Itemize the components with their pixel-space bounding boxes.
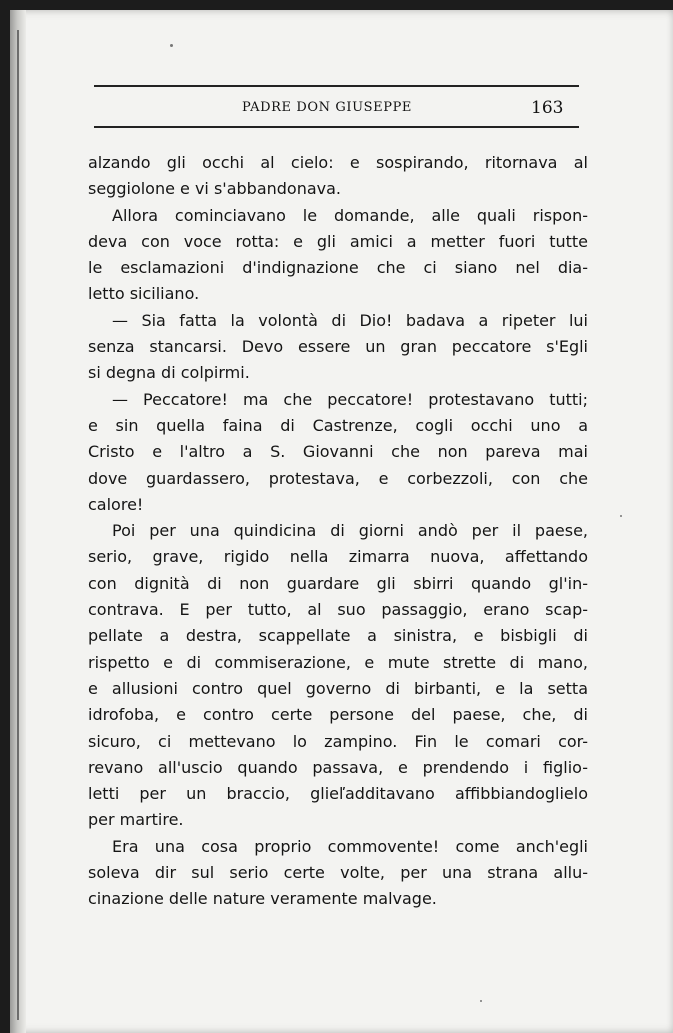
- text-line: alzando gli occhi al cielo: e sospirando, ritornava al: [88, 153, 588, 172]
- text-line: letti per un braccio, glieľadditavano affibbiandoglielo: [88, 784, 588, 804]
- text-line: si degna di colpirmi.: [88, 363, 250, 383]
- paragraph: [88, 150, 588, 203]
- paragraph: [88, 308, 588, 387]
- text-line: e allusioni contro quel governo di birbanti, e la setta: [88, 678, 588, 698]
- header-rule-bottom: [94, 126, 579, 128]
- book-page: [10, 10, 673, 1033]
- text-line: calore!: [88, 494, 144, 514]
- running-title: PADRE DON GIUSEPPE: [242, 100, 413, 115]
- header-rule-top: [94, 85, 579, 87]
- paper-speck: [170, 44, 173, 47]
- paper-speck: [620, 515, 622, 517]
- text-line: revano all'uscio quando passava, e prendendo i figlio-: [88, 757, 588, 777]
- text-line: rispetto e di commiserazione, e mute strette di mano,: [88, 652, 588, 672]
- page-number: 163: [531, 98, 564, 118]
- text-line: — Sia fatta la volontà di Dio! badava a ripeter lui: [112, 310, 588, 330]
- text-line: pellate a destra, scappellate a sinistra, e bisbigli di: [88, 626, 588, 646]
- text-line: dove guardassero, protestava, e corbezzoli, con che: [88, 468, 588, 488]
- text-line: soleva dir sul serio certe volte, per una strana allu-: [88, 863, 588, 883]
- body-text: [88, 150, 588, 913]
- text-line: per martire.: [88, 810, 184, 830]
- text-line: contrava. E per tutto, al suo passaggio, erano scap-: [88, 600, 588, 620]
- text-line: Allora cominciavano le domande, alle quali rispon-: [112, 205, 588, 225]
- text-line: e sin quella faina di Castrenze, cogli occhi uno a: [88, 415, 588, 435]
- text-line: deva con voce rotta: e gli amici a metter fuori tutte: [88, 231, 588, 251]
- paragraph: [88, 518, 588, 834]
- paragraph: [88, 203, 588, 308]
- text-line: letto siciliano.: [88, 284, 200, 304]
- text-line: idrofoba, e contro certe persone del paese, che, di: [88, 705, 588, 725]
- paragraph: [88, 387, 588, 518]
- binding-line: [17, 30, 19, 1020]
- text-line: le esclamazioni d'indignazione che ci siano nel dia-: [88, 258, 588, 278]
- paragraph: [88, 834, 588, 913]
- text-line: serio, grave, rigido nella zimarra nuova, affettando: [88, 547, 588, 567]
- text-line: — Peccatore! ma che peccatore! protestavano tutti;: [112, 389, 588, 409]
- paper-speck: [480, 1000, 482, 1002]
- text-line: Poi per una quindicina di giorni andò per il paese,: [112, 521, 588, 541]
- text-line: Cristo e l'altro a S. Giovanni che non pareva mai: [88, 442, 588, 462]
- text-line: seggiolone e vi s'abbandonava.: [88, 179, 342, 199]
- text-line: sicuro, ci mettevano lo zampino. Fin le comari cor-: [88, 731, 588, 751]
- text-line: senza stancarsi. Devo essere un gran peccatore s'Egli: [88, 337, 588, 357]
- text-line: Era una cosa proprio commovente! come anch'egli: [112, 836, 588, 856]
- text-line: con dignità di non guardare gli sbirri quando gl'in-: [88, 573, 588, 593]
- text-line: cinazione delle nature veramente malvage.: [88, 889, 437, 909]
